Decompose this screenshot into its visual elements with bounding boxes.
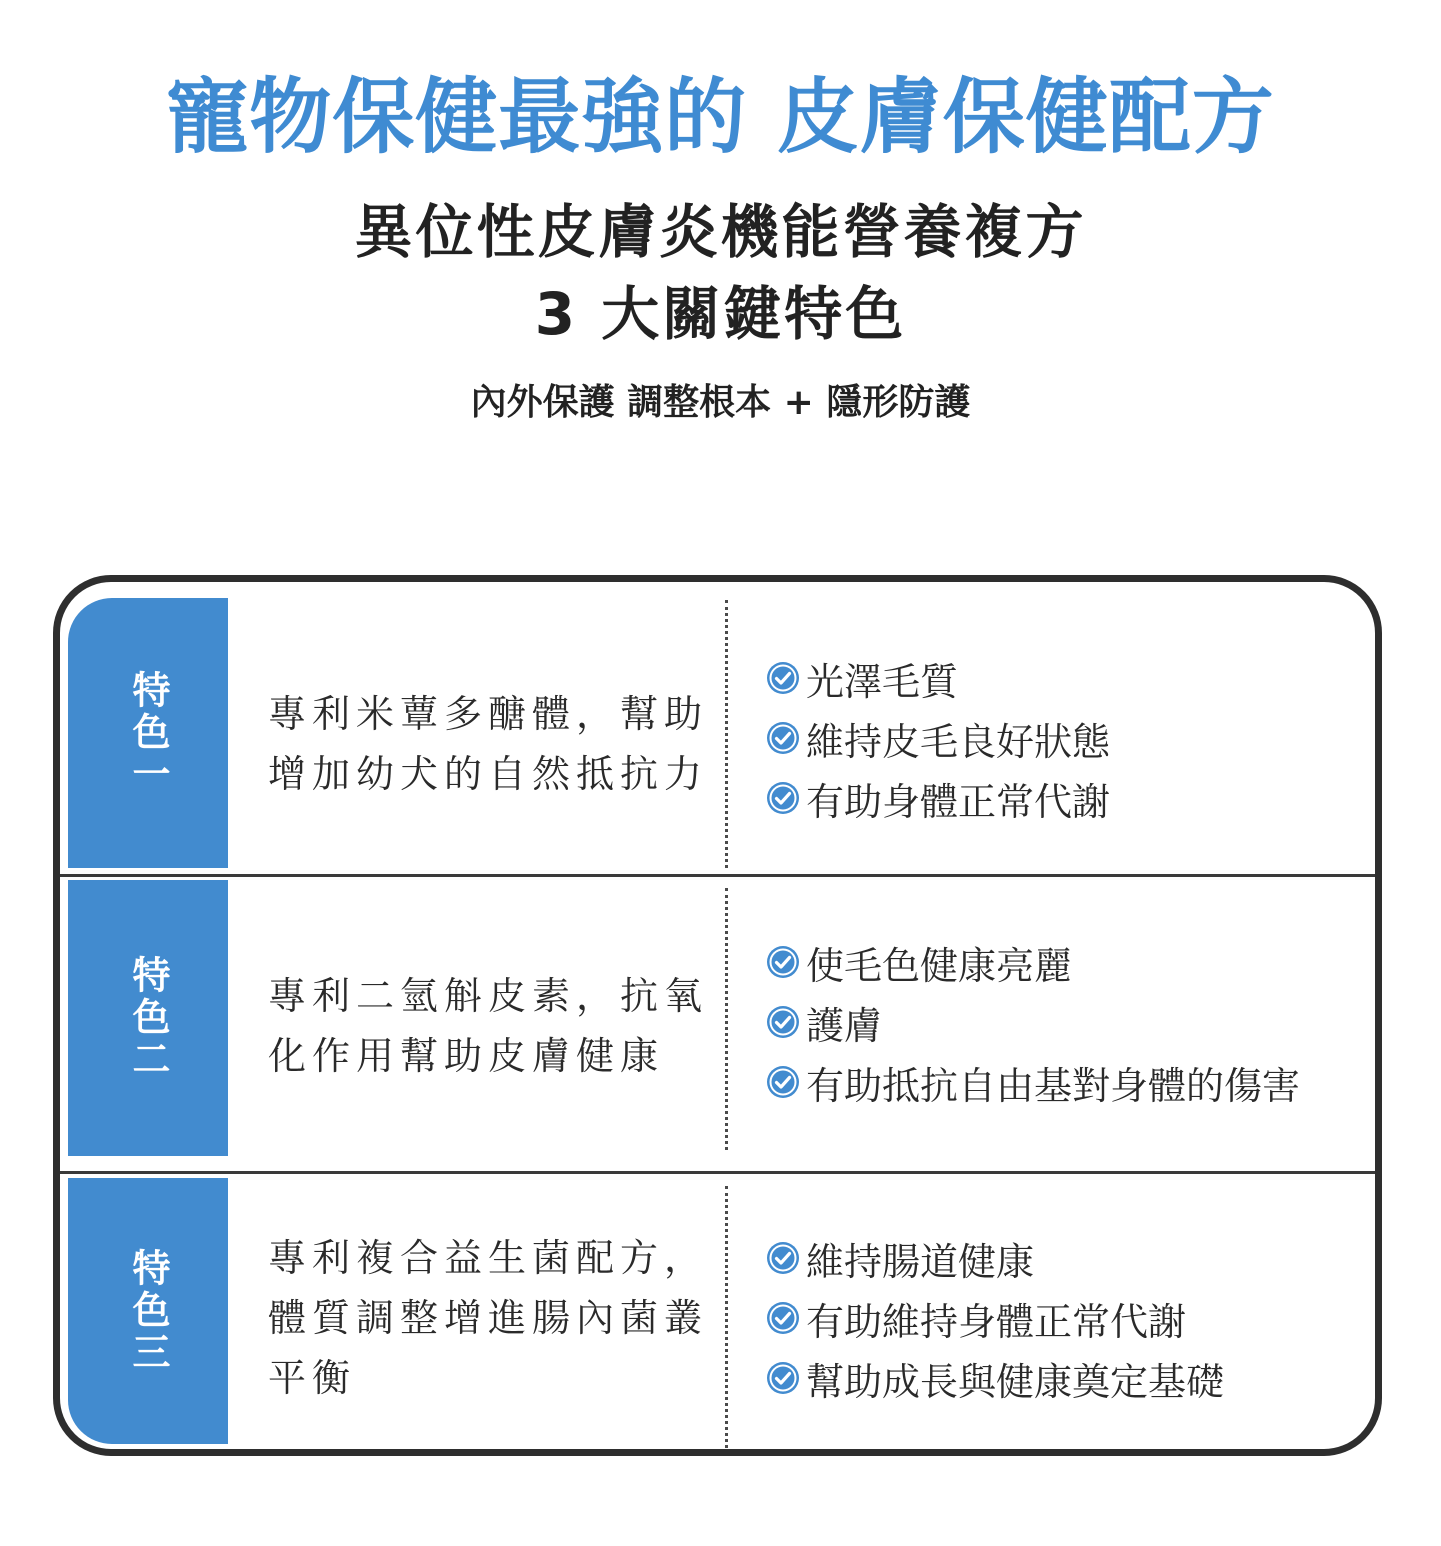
- benefit-text: 維持腸道健康: [806, 1239, 1035, 1284]
- benefit-item: [766, 768, 1376, 828]
- benefit-item: [766, 708, 1376, 768]
- page-title: 寵物保健最強的 皮膚保健配方: [166, 70, 1275, 165]
- check-circle-icon: [766, 661, 800, 695]
- benefit-item: [766, 1288, 1376, 1348]
- feature-table: [53, 575, 1382, 1456]
- check-circle-icon: [766, 781, 800, 815]
- benefit-item: [766, 1052, 1376, 1112]
- check-circle-icon: [766, 1241, 800, 1275]
- tagline: 內外保護 調整根本 + 隱形防護: [470, 382, 971, 423]
- row-divider: [60, 1171, 1375, 1174]
- benefit-text: 有助身體正常代謝: [806, 779, 1111, 824]
- check-circle-icon: [766, 945, 800, 979]
- feature-row-3: [60, 1178, 1375, 1456]
- benefit-text: 維持皮毛良好狀態: [806, 719, 1111, 764]
- check-circle-icon: [766, 1361, 800, 1395]
- feature-row-1: [60, 590, 1375, 873]
- check-circle-icon: [766, 1005, 800, 1039]
- feature-description: 專利米蕈多醣體，幫助增加幼犬的自然抵抗力: [268, 692, 709, 796]
- dotted-divider: [725, 1186, 728, 1448]
- benefit-text: 有助維持身體正常代謝: [806, 1299, 1187, 1344]
- product-subtitle: 異位性皮膚炎機能營養複方: [354, 198, 1087, 266]
- feature-tab-3: [68, 1178, 228, 1444]
- feature-tab-label: 特色二: [126, 955, 170, 1081]
- check-circle-icon: [766, 1065, 800, 1099]
- benefit-text: 幫助成長與健康奠定基礎: [806, 1359, 1225, 1404]
- check-circle-icon: [766, 1301, 800, 1335]
- feature-description: 專利複合益生菌配方，體質調整增進腸內菌叢平衡: [268, 1236, 709, 1400]
- features-heading: 3 大關鍵特色: [534, 280, 907, 348]
- benefit-item: [766, 932, 1376, 992]
- benefit-text: 使毛色健康亮麗: [806, 943, 1073, 988]
- benefit-item: [766, 1348, 1376, 1408]
- feature-tab-label: 特色三: [126, 1248, 170, 1374]
- benefit-list: [766, 932, 1376, 1112]
- check-circle-icon: [766, 721, 800, 755]
- benefit-list: [766, 1228, 1376, 1408]
- benefit-item: [766, 992, 1376, 1052]
- benefit-item: [766, 648, 1376, 708]
- dotted-divider: [725, 888, 728, 1150]
- feature-tab-label: 特色一: [126, 670, 170, 796]
- feature-description: 專利二氫斛皮素，抗氧化作用幫助皮膚健康: [268, 974, 709, 1078]
- benefit-text: 光澤毛質: [806, 659, 959, 704]
- benefit-list: [766, 648, 1376, 828]
- feature-row-2: [60, 880, 1375, 1165]
- feature-tab-1: [68, 598, 228, 868]
- benefit-item: [766, 1228, 1376, 1288]
- feature-tab-2: [68, 880, 228, 1156]
- dotted-divider: [725, 600, 728, 868]
- benefit-text: 護膚: [806, 1003, 883, 1048]
- row-divider: [60, 874, 1375, 877]
- benefit-text: 有助抵抗自由基對身體的傷害: [806, 1063, 1301, 1108]
